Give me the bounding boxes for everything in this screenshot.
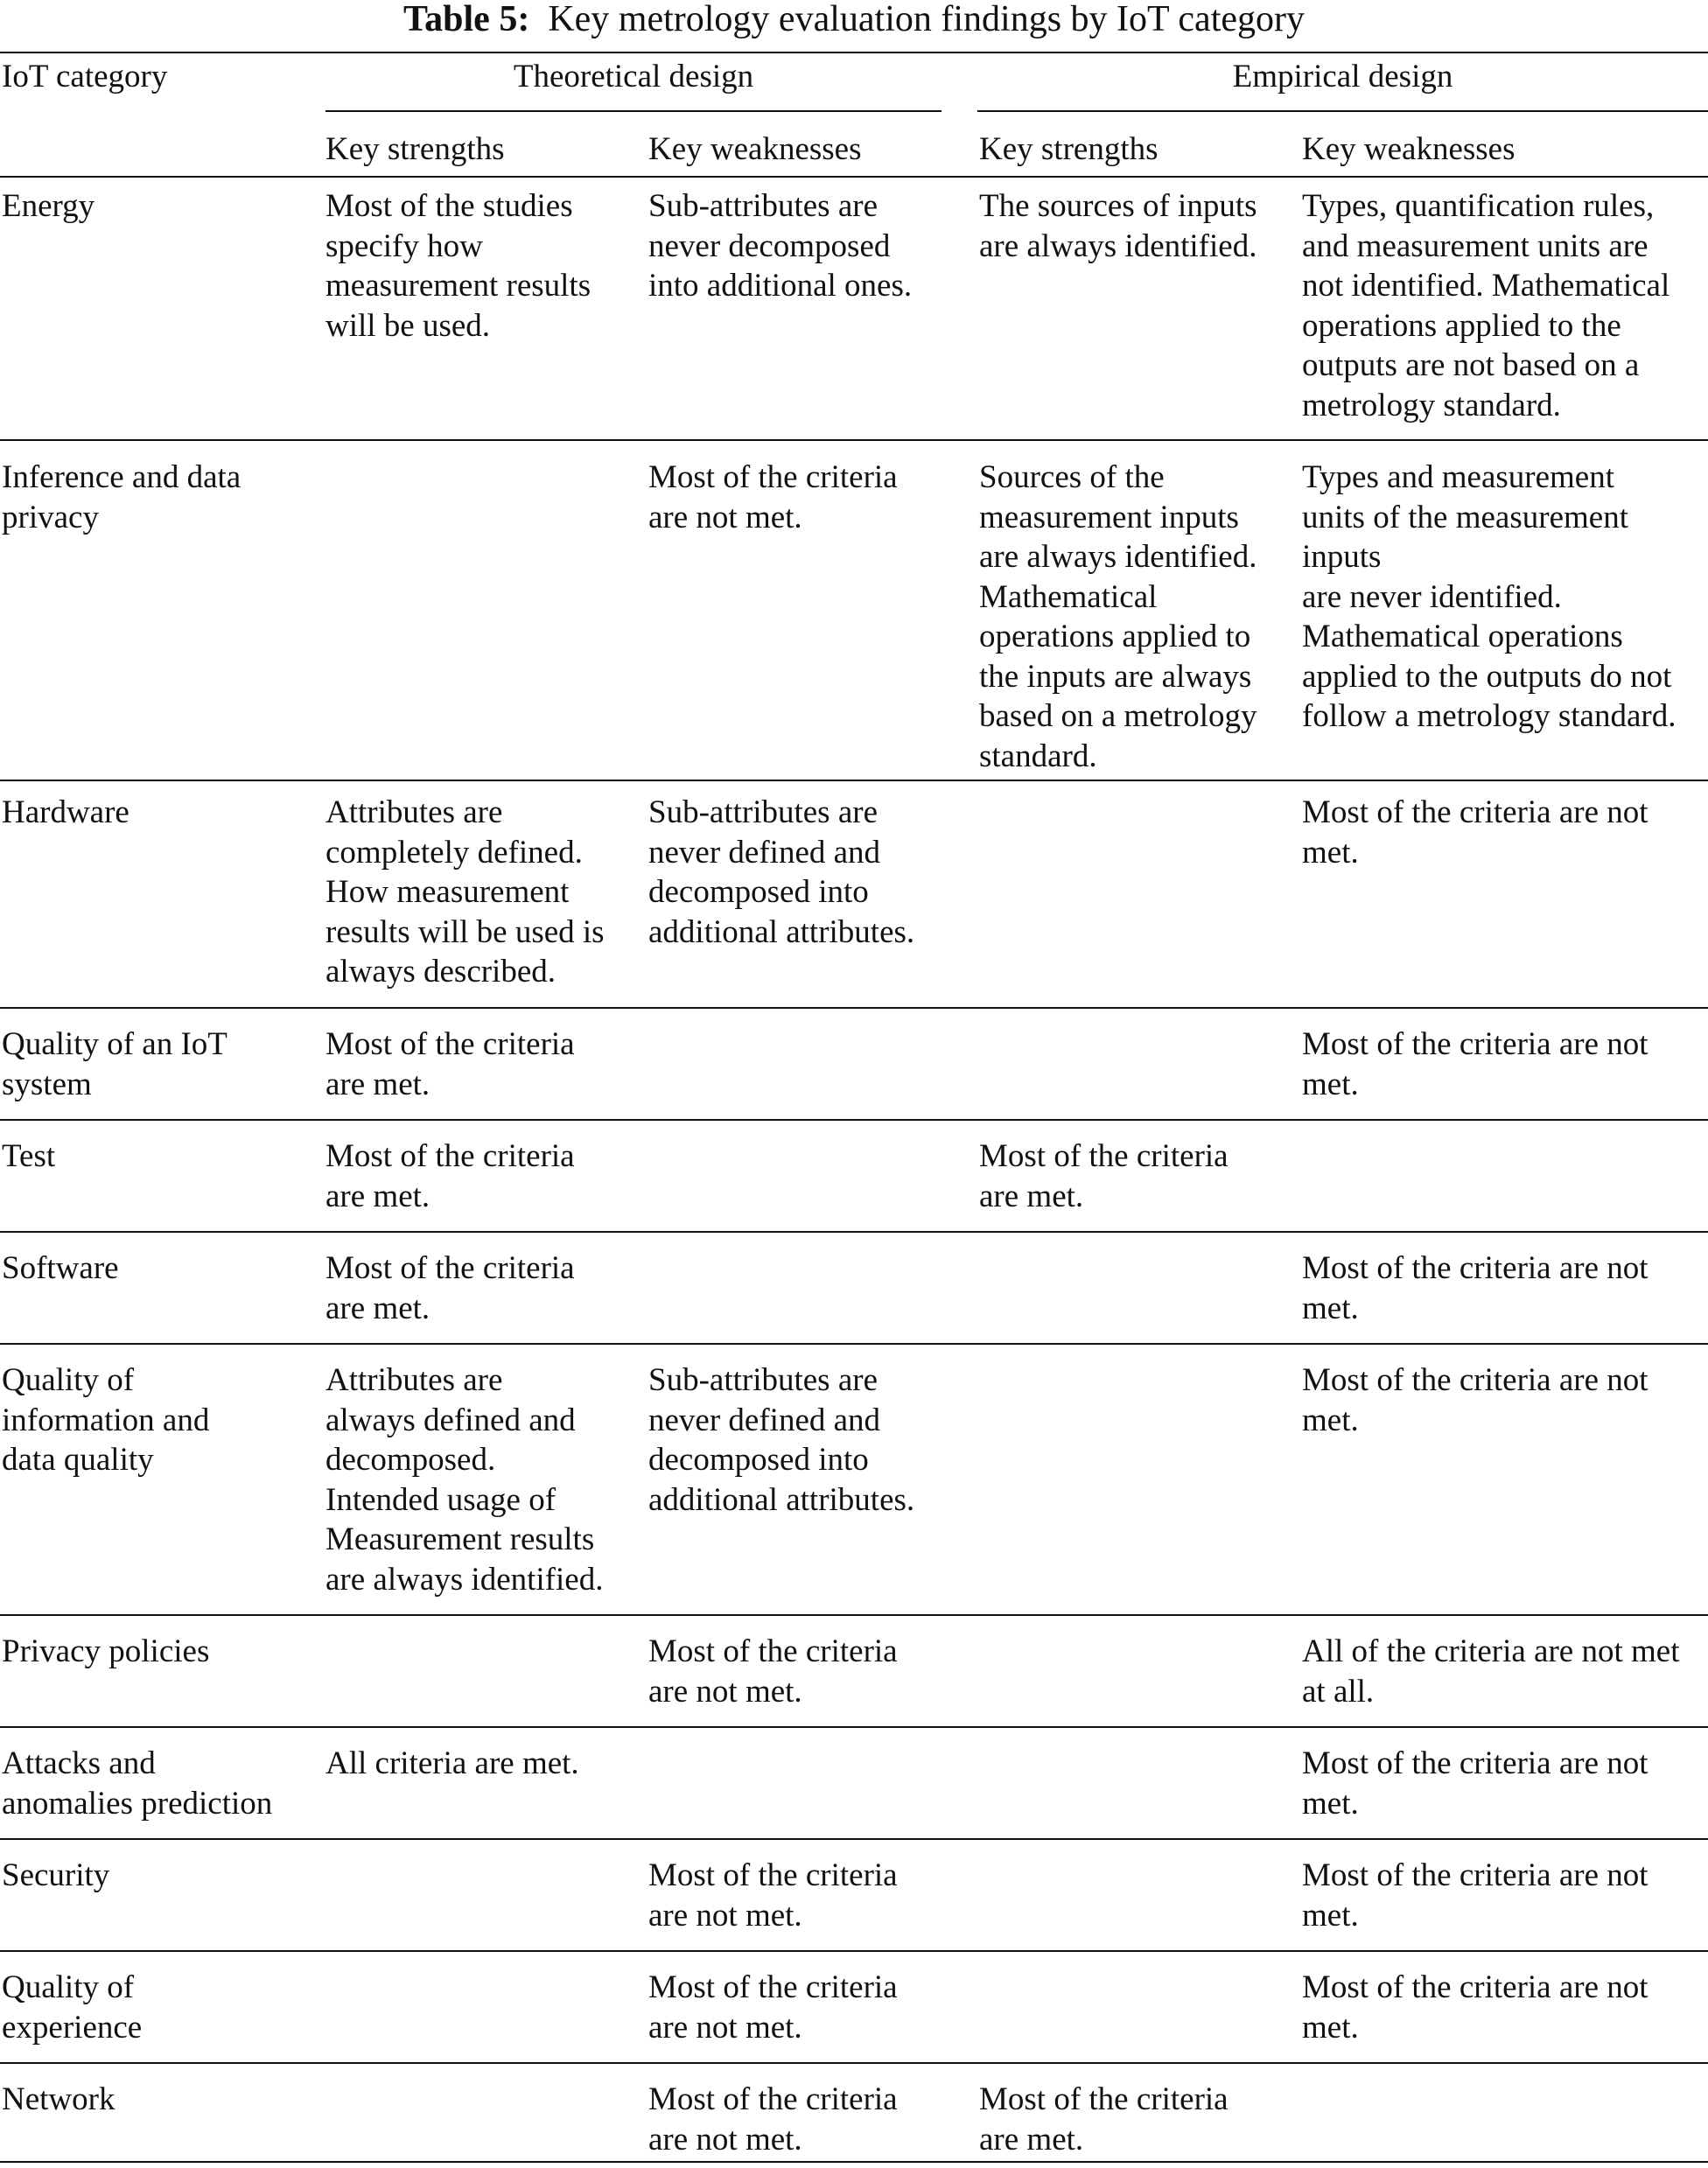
row-rule	[0, 1726, 1708, 1728]
cell-em-weaknesses: Types, quantification rules, and measurement units are not identified. Mathematical operations applied to the outputs are not based on a metrology standard.	[1302, 188, 1670, 423]
cell-em-weaknesses: Most of the criteria are not met.	[1302, 1745, 1648, 1822]
header-th-weaknesses: Key weaknesses	[648, 131, 862, 167]
row-rule	[0, 2062, 1708, 2064]
cell-category: Security	[2, 1857, 110, 1893]
cell-th-weaknesses: Sub-attributes are never decomposed into additional ones.	[648, 188, 913, 304]
cell-th-weaknesses: Most of the criteria are not met.	[648, 459, 898, 535]
cell-em-weaknesses: All of the criteria are not met at all.	[1302, 1633, 1680, 1710]
row-rule	[0, 439, 1708, 441]
row-rule	[0, 1119, 1708, 1121]
cell-category: Software	[2, 1250, 119, 1286]
top-rule	[0, 52, 1708, 53]
cell-em-strengths: Most of the criteria are met.	[979, 1138, 1228, 1214]
header-theoretical: Theoretical design	[513, 59, 754, 94]
bottom-rule	[0, 2161, 1708, 2163]
cell-em-weaknesses: Most of the criteria are not met.	[1302, 1969, 1648, 2046]
table-caption	[0, 2, 1708, 37]
row-rule	[0, 1007, 1708, 1009]
row-rule	[0, 780, 1708, 781]
row-rule	[0, 1614, 1708, 1616]
cell-em-weaknesses: Most of the criteria are not met.	[1302, 1362, 1648, 1438]
header-category: IoT category	[2, 59, 168, 94]
header-em-strengths: Key strengths	[979, 131, 1158, 167]
row-rule	[0, 1231, 1708, 1233]
theoretical-span-rule	[326, 110, 942, 112]
cell-em-strengths: Sources of the measurement inputs are always identified. Mathematical operations applied to the inputs are always based on a metrology standard.	[979, 459, 1257, 774]
empirical-span-rule	[977, 110, 1708, 112]
cell-em-weaknesses: Most of the criteria are not met.	[1302, 1857, 1648, 1934]
cell-category: Test	[2, 1138, 56, 1174]
cell-th-strengths: Most of the criteria are met.	[326, 1250, 575, 1326]
cell-th-weaknesses: Sub-attributes are never defined and decomposed into additional attributes.	[648, 1362, 915, 1518]
header-th-strengths: Key strengths	[326, 131, 505, 167]
cell-th-strengths: All criteria are met.	[326, 1745, 579, 1781]
cell-em-strengths: The sources of inputs are always identified.	[979, 188, 1257, 264]
cell-category: Quality of an IoT system	[2, 1026, 228, 1102]
cell-em-weaknesses: Types and measurement units of the measurement inputs are never identified. Mathematical operations applied to the outputs do not follow a metrology standard.	[1302, 459, 1676, 734]
caption-label: Table 5:	[403, 0, 530, 39]
header-empirical: Empirical design	[1232, 59, 1453, 94]
cell-category: Attacks and anomalies prediction	[2, 1745, 273, 1822]
cell-th-weaknesses: Sub-attributes are never defined and decomposed into additional attributes.	[648, 794, 915, 950]
row-rule	[0, 1950, 1708, 1952]
cell-em-weaknesses: Most of the criteria are not met.	[1302, 794, 1648, 871]
cell-th-weaknesses: Most of the criteria are not met.	[648, 2081, 898, 2158]
row-rule	[0, 1343, 1708, 1345]
cell-th-strengths: Most of the studies specify how measurement results will be used.	[326, 188, 592, 344]
cell-th-weaknesses: Most of the criteria are not met.	[648, 1969, 898, 2046]
cell-em-weaknesses: Most of the criteria are not met.	[1302, 1026, 1648, 1102]
cell-category: Inference and data privacy	[2, 459, 242, 535]
cell-category: Quality of information and data quality	[2, 1362, 210, 1478]
cell-em-weaknesses: Most of the criteria are not met.	[1302, 1250, 1648, 1326]
cell-th-strengths: Most of the criteria are met.	[326, 1026, 575, 1102]
row-rule	[0, 1838, 1708, 1840]
header-rule	[0, 176, 1708, 178]
cell-category: Energy	[2, 188, 95, 224]
cell-category: Quality of experience	[2, 1969, 143, 2046]
cell-th-strengths: Most of the criteria are met.	[326, 1138, 575, 1214]
caption-title: Key metrology evaluation findings by IoT category	[548, 0, 1305, 39]
cell-th-strengths: Attributes are completely defined. How measurement results will be used is always described.	[326, 794, 605, 990]
cell-em-strengths: Most of the criteria are met.	[979, 2081, 1228, 2158]
cell-category: Hardware	[2, 794, 130, 830]
cell-category: Privacy policies	[2, 1633, 210, 1669]
cell-category: Network	[2, 2081, 116, 2117]
cell-th-strengths: Attributes are always defined and decomposed. Intended usage of Measurement results are always identified.	[326, 1362, 604, 1598]
cell-th-weaknesses: Most of the criteria are not met.	[648, 1857, 898, 1934]
header-em-weaknesses: Key weaknesses	[1302, 131, 1516, 167]
cell-th-weaknesses: Most of the criteria are not met.	[648, 1633, 898, 1710]
